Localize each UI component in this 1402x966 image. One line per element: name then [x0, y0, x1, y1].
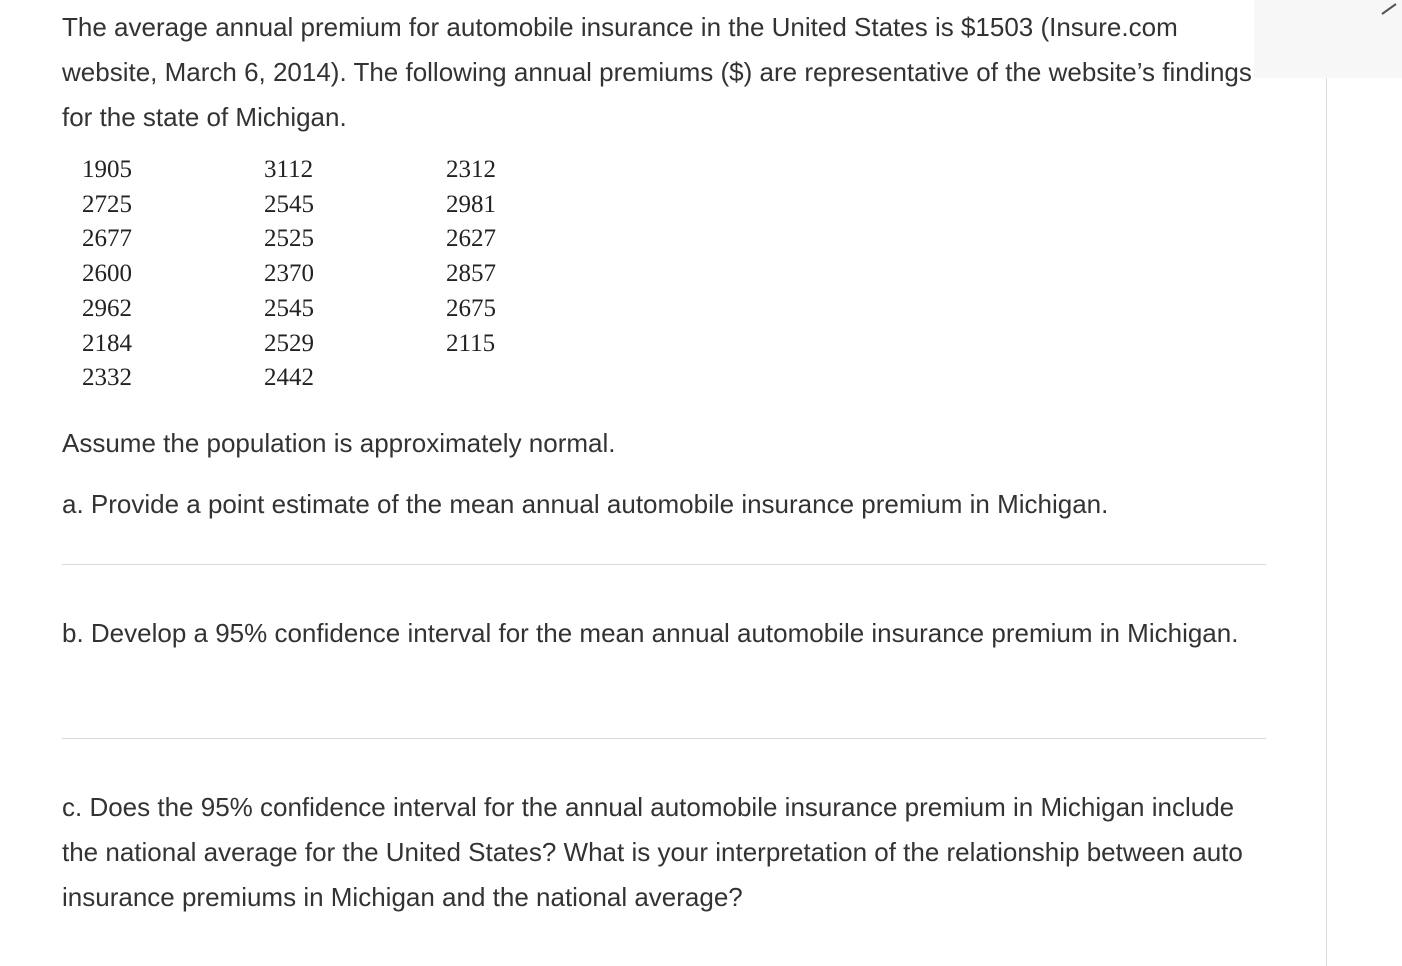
- table-cell: 2627: [446, 225, 496, 253]
- chevron-icon[interactable]: [1362, 0, 1402, 20]
- table-cell: 2981: [446, 190, 496, 218]
- table-row: [82, 327, 542, 362]
- table-cell: 2312: [446, 156, 496, 183]
- table-cell: 2332: [82, 364, 132, 392]
- table-cell: 3112: [264, 156, 314, 183]
- question-b: b. Develop a 95% confidence interval for the mean annual automobile insurance premium in Michigan.: [62, 618, 1239, 648]
- table-cell: 2529: [264, 329, 314, 357]
- table-row: [82, 153, 542, 188]
- question-a: a. Provide a point estimate of the mean annual automobile insurance premium in Michigan.: [62, 489, 1109, 519]
- table-cell: 2857: [446, 260, 496, 288]
- table-cell: 2525: [264, 225, 314, 253]
- premiums-table: [82, 153, 542, 396]
- table-cell-empty: [446, 361, 542, 396]
- answer-divider-b: [62, 738, 1266, 739]
- table-row: [82, 188, 542, 223]
- table-cell: 1905: [82, 156, 132, 183]
- table-cell: 2442: [264, 364, 314, 392]
- problem-intro: The average annual premium for automobile insurance in the United States is $1503 (Insure.com website, March 6, 2014). The following annual premiums ($) are representative of the website’s findings for the state of Michigan.: [62, 12, 1252, 132]
- table-cell: 2675: [446, 294, 496, 322]
- table-cell: 2962: [82, 294, 132, 322]
- table-row: [82, 292, 542, 327]
- table-cell: 2600: [82, 260, 132, 288]
- table-cell: 2545: [264, 294, 314, 322]
- table-cell: 2115: [446, 329, 496, 357]
- table-row: [82, 222, 542, 257]
- table-cell: 2184: [82, 329, 132, 357]
- assumption-text: Assume the population is approximately normal.: [62, 428, 616, 458]
- side-panel-corner: [1254, 0, 1402, 78]
- table-cell: 2545: [264, 190, 314, 218]
- table-cell: 2725: [82, 190, 132, 218]
- question-c: c. Does the 95% confidence interval for the annual automobile insurance premium in Michigan include the national average for the United States? What is your interpretation of the relationship between auto insurance premiums in Michigan and the national average?: [62, 792, 1243, 912]
- right-panel-border: [1326, 0, 1327, 966]
- question-content: [62, 5, 1266, 912]
- table-cell: 2370: [264, 260, 314, 288]
- answer-divider-a: [62, 564, 1266, 565]
- table-row: [82, 257, 542, 292]
- table-cell: 2677: [82, 225, 132, 253]
- table-row: [82, 361, 542, 396]
